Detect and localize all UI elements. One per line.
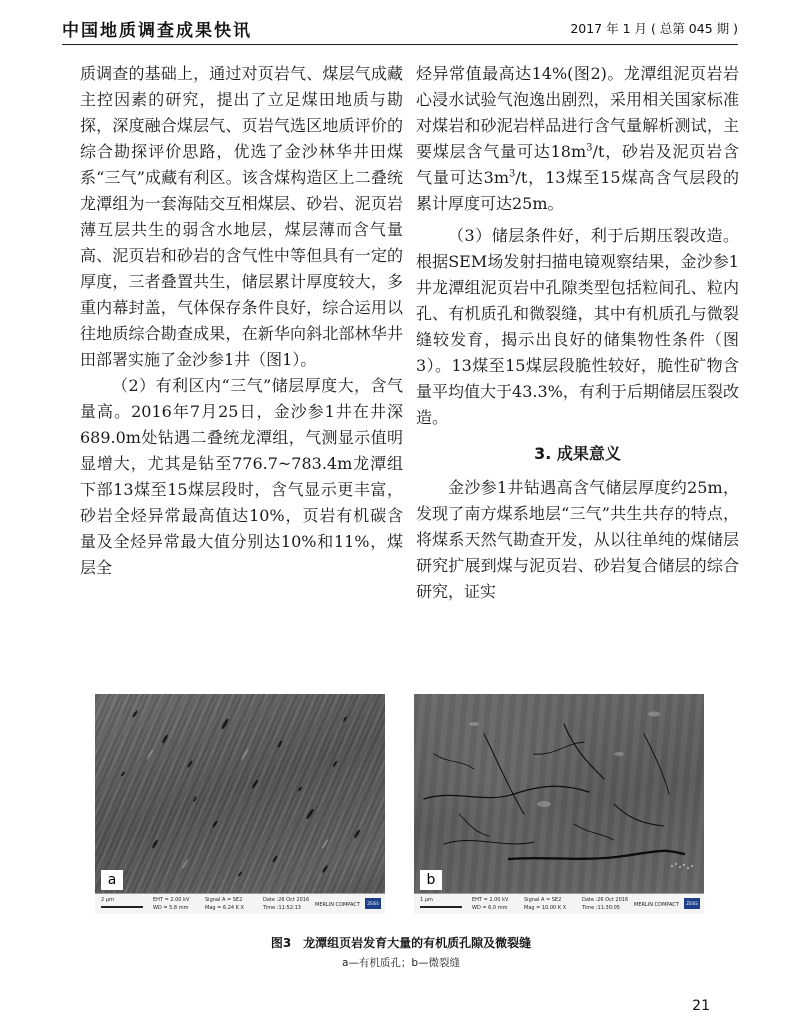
scale-bar [101, 906, 143, 908]
scale-label: 2 μm [101, 897, 114, 903]
section-heading: 3. 成果意义 [534, 444, 621, 463]
signal-readout: Signal A = SE2 [205, 897, 243, 903]
date-readout: Date :26 Oct 2016 [582, 897, 629, 903]
micro-fracture-texture [414, 694, 704, 894]
sem-data-bar [414, 893, 704, 914]
paragraph: 质调查的基础上，通过对页岩气、煤层气成藏主控因素的研究，提出了立足煤田地质与勘探，深度融合煤层气、页岩气选区地质评价的综合勘探评价思路，优选了金沙林华井田煤系“三气”成藏有利区。该含煤构造区上二叠统龙潭组为一套海陆交互相煤层、砂岩、泥页岩薄互层共生的弱含水地层，煤层薄而含气量高、泥页岩和砂岩的含气性中等但具有一定的厚度，三者叠置共生，储层累计厚度较大，多重内幕封盖，气体保存条件良好，综合运用以往地质综合勘查成果，在新华向斜北部林华井田部署实施了金沙参1井（图1）。 [80, 64, 403, 369]
zeiss-logo: ZEISS [365, 898, 381, 909]
eht-readout: EHT = 2.00 kV [472, 897, 509, 903]
panel-label: b [420, 870, 442, 890]
figure-subcaption: a—有机质孔；b—微裂缝 [341, 957, 461, 969]
panel-label: a [101, 870, 123, 890]
organic-pores-texture [95, 694, 385, 894]
zeiss-logo: ZEISS [684, 898, 700, 909]
eht-readout: EHT = 2.00 kV [153, 897, 190, 903]
right-column [416, 61, 739, 605]
wd-readout: WD = 5.8 mm [153, 905, 189, 911]
instrument-name: MERLIN COMPACT [315, 902, 360, 908]
scale-bar [420, 906, 462, 908]
sem-data-bar [95, 893, 385, 914]
mag-readout: Mag = 10.00 K X [524, 905, 567, 911]
left-column [80, 61, 403, 581]
figure-caption: 图3 龙潭组页岩发育大量的有机质孔隙及微裂缝 [270, 936, 532, 950]
page-number: 21 [692, 998, 710, 1014]
paragraph: （2）有利区内“三气”储层厚度大，含气量高。2016年7月25日，金沙参1井在井深689.0m处钻遇二叠统龙潭组，气测显示值明显增大，尤其是钻至776.7~783.4m龙潭组下部13煤至15煤层段时，含气显示更丰富，砂岩全烃异常最高值达10%，页岩有机碳含量及全烃异常最大值分别达10%和11%，煤层全 [80, 376, 403, 577]
time-readout: Time :11:30:05 [582, 905, 620, 911]
signal-readout: Signal A = SE2 [524, 897, 562, 903]
wd-readout: WD = 6.0 mm [472, 905, 508, 911]
page-header [62, 8, 738, 45]
instrument-name: MERLIN COMPACT [634, 902, 679, 908]
mag-readout: Mag = 6.24 K X [205, 905, 244, 911]
paragraph: （3）储层条件好，利于后期压裂改造。根据SEM场发射扫描电镜观察结果，金沙参1井龙潭组泥页岩中孔隙类型包括粒间孔、粒内孔、有机质孔和微裂缝，其中有机质孔与微裂缝较发育，揭示出良好的储集物性条件（图3）。13煤至15煤层段脆性较好，脆性矿物含量平均值大于43.3%，有利于后期储层压裂改造。 [416, 226, 739, 427]
sem-image-a [95, 694, 385, 914]
time-readout: Time :11:52:13 [263, 905, 301, 911]
date-readout: Date :26 Oct 2016 [263, 897, 310, 903]
sem-image-b [414, 694, 704, 914]
scale-label: 1 μm [420, 897, 433, 903]
issue-info: 2017 年 1 月 ( 总第 045 期 ) [570, 21, 738, 36]
paragraph: 金沙参1井钻遇高含气储层厚度约25m，发现了南方煤系地层“三气”共生共存的特点，将煤系天然气勘查开发，从以往单纯的煤储层研究扩展到煤与泥页岩、砂岩复合储层的综合研究，证实 [416, 478, 739, 601]
journal-title: 中国地质调查成果快讯 [62, 21, 252, 41]
paragraph: 烃异常值最高达14%(图2)。龙潭组泥页岩岩心浸水试验气泡逸出剧烈，采用相关国家标准对煤岩和砂泥岩样品进行含气量解析测试，主要煤层含气量可达$18m^3/t$，砂岩及泥页岩含气量可达$3m^3/t$，13煤至15煤高含气层段的累计厚度可达25m。 [416, 64, 740, 213]
